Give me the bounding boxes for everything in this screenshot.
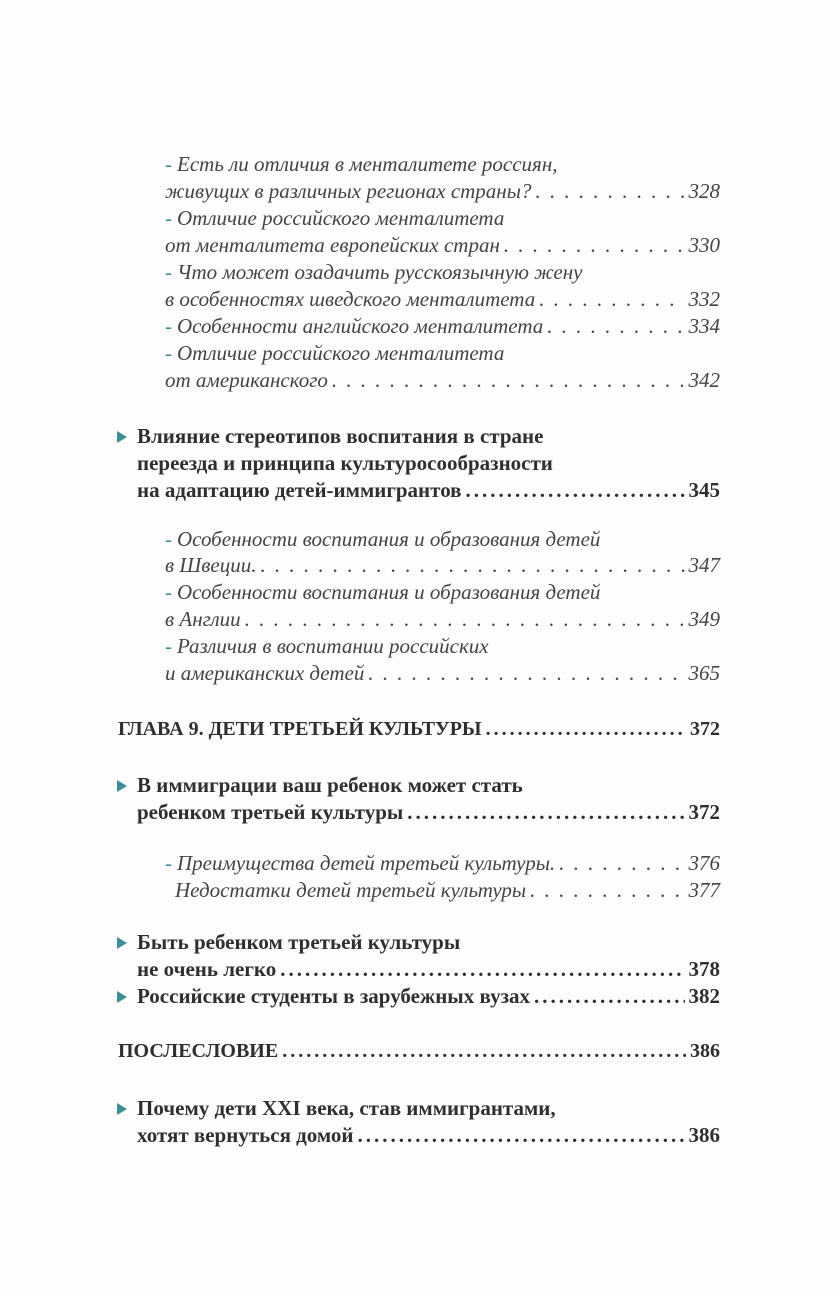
dot-leader [260, 552, 684, 579]
toc-subentry-line[interactable] [165, 286, 720, 313]
toc-subentry[interactable] [165, 259, 720, 286]
page-number: 365 [688, 661, 720, 685]
toc-subentry[interactable] [165, 151, 720, 178]
entry-text: Особенности воспитания и образования детей [177, 527, 601, 551]
toc-subentry-line[interactable] [165, 552, 720, 579]
dot-leader [368, 660, 684, 687]
page-number: 345 [688, 478, 720, 502]
toc-subentry[interactable] [165, 313, 720, 340]
entry-text: Российские студенты в зарубежных вузах [137, 984, 531, 1008]
triangle-bullet-icon [117, 431, 127, 443]
page-number: 349 [688, 607, 720, 631]
toc-subentry[interactable] [175, 877, 720, 904]
entry-text: живущих в различных регионах страны? [165, 179, 532, 203]
toc-subentry-line[interactable] [165, 367, 720, 394]
triangle-bullet-icon [117, 780, 127, 792]
dot-leader [280, 956, 684, 983]
chapter-title: ПОСЛЕСЛОВИЕ [118, 1040, 279, 1062]
toc-entry-line[interactable] [137, 450, 720, 477]
entry-text: Недостатки детей третьей культуры [175, 878, 527, 902]
page-number: 328 [688, 179, 720, 203]
page-number: 386 [688, 1123, 720, 1147]
entry-text: в Англии [165, 607, 241, 631]
toc-entry-line[interactable] [137, 956, 720, 983]
page-number: 342 [688, 368, 720, 392]
entry-text: Особенности английского менталитета [177, 314, 544, 338]
dot-leader [332, 367, 685, 394]
dot-leader [466, 477, 685, 504]
triangle-bullet-icon [117, 991, 127, 1003]
dash-marker: - [165, 634, 172, 658]
toc-subentry[interactable] [165, 526, 720, 553]
dash-marker: - [165, 851, 172, 875]
page-number: 332 [688, 287, 720, 311]
dot-leader [407, 799, 684, 826]
dash-marker: - [165, 341, 172, 365]
entry-text: от менталитета европейских стран [165, 233, 500, 257]
dot-leader [559, 850, 684, 877]
page-number: 376 [688, 851, 720, 875]
dash-marker: - [165, 260, 172, 284]
toc-subentry[interactable] [165, 850, 720, 877]
page-number: 330 [688, 233, 720, 257]
dot-leader [245, 606, 685, 633]
page-number: 386 [690, 1040, 720, 1062]
toc-entry[interactable] [137, 983, 720, 1010]
dash-marker: - [165, 527, 172, 551]
entry-text: ребенком третьей культуры [137, 800, 404, 824]
entry-text: Влияние стереотипов воспитания в стране [137, 424, 544, 448]
dash-marker: - [165, 152, 172, 176]
page-number: 372 [690, 718, 720, 740]
dot-leader [534, 983, 684, 1010]
toc-subentry-line[interactable] [165, 178, 720, 205]
entry-text: хотят вернуться домой [137, 1123, 354, 1147]
toc-entry-line[interactable] [137, 1122, 720, 1149]
entry-text: Что может озадачить русскоязычную жену [177, 260, 583, 284]
entry-text: Различия в воспитании российских [177, 634, 489, 658]
dot-leader [504, 232, 685, 259]
toc-entry-line[interactable] [137, 799, 720, 826]
dot-leader [282, 1038, 686, 1065]
page-number: 378 [688, 957, 720, 981]
dot-leader [530, 877, 684, 904]
toc-subentry[interactable] [165, 205, 720, 232]
entry-text: в особенностях шведского менталитета [165, 287, 536, 311]
dash-marker: - [165, 580, 172, 604]
toc-chapter[interactable] [118, 1038, 720, 1065]
entry-text: Есть ли отличия в менталитете россиян, [177, 152, 558, 176]
toc-entry[interactable] [137, 772, 720, 799]
toc-entry[interactable] [137, 929, 720, 956]
toc-subentry-line[interactable] [165, 660, 720, 687]
entry-text: Быть ребенком третьей культуры [137, 930, 461, 954]
dot-leader [547, 313, 684, 340]
entry-text: в Швеции. [165, 553, 257, 577]
toc-subentry-line[interactable] [165, 606, 720, 633]
chapter-title: ГЛАВА 9. ДЕТИ ТРЕТЬЕЙ КУЛЬТУРЫ [118, 718, 482, 740]
dash-marker: - [165, 206, 172, 230]
entry-text: Преимущества детей третьей культуры. [177, 851, 556, 875]
toc-entry[interactable] [137, 1095, 720, 1122]
dash-marker: - [165, 314, 172, 338]
page-number: 377 [688, 878, 720, 902]
entry-text: от американского [165, 368, 328, 392]
page-number: 334 [688, 314, 720, 338]
toc-chapter[interactable] [118, 716, 720, 743]
toc-entry-line[interactable] [137, 477, 720, 504]
entry-text: не очень легко [137, 957, 277, 981]
triangle-bullet-icon [117, 1103, 127, 1115]
page-number: 347 [688, 553, 720, 577]
entry-text: В иммиграции ваш ребенок может стать [137, 773, 523, 797]
page-number: 382 [688, 984, 720, 1008]
entry-text: Отличие российского менталитета [177, 206, 505, 230]
dot-leader [539, 286, 684, 313]
toc-subentry[interactable] [165, 579, 720, 606]
entry-text: Почему дети XXI века, став иммигрантами, [137, 1096, 556, 1120]
toc-subentry[interactable] [165, 340, 720, 367]
toc-entry[interactable] [137, 423, 720, 450]
dot-leader [535, 178, 684, 205]
entry-text: Отличие российского менталитета [177, 341, 505, 365]
toc-subentry[interactable] [165, 633, 720, 660]
page-number: 372 [688, 800, 720, 824]
dot-leader [486, 716, 686, 743]
entry-text: переезда и принципа культуросообразности [137, 451, 553, 475]
entry-text: на адаптацию детей-иммигрантов [137, 478, 462, 502]
dot-leader [358, 1122, 685, 1149]
entry-text: и американских детей [165, 661, 365, 685]
toc-subentry-line[interactable] [165, 232, 720, 259]
entry-text: Особенности воспитания и образования детей [177, 580, 601, 604]
triangle-bullet-icon [117, 937, 127, 949]
